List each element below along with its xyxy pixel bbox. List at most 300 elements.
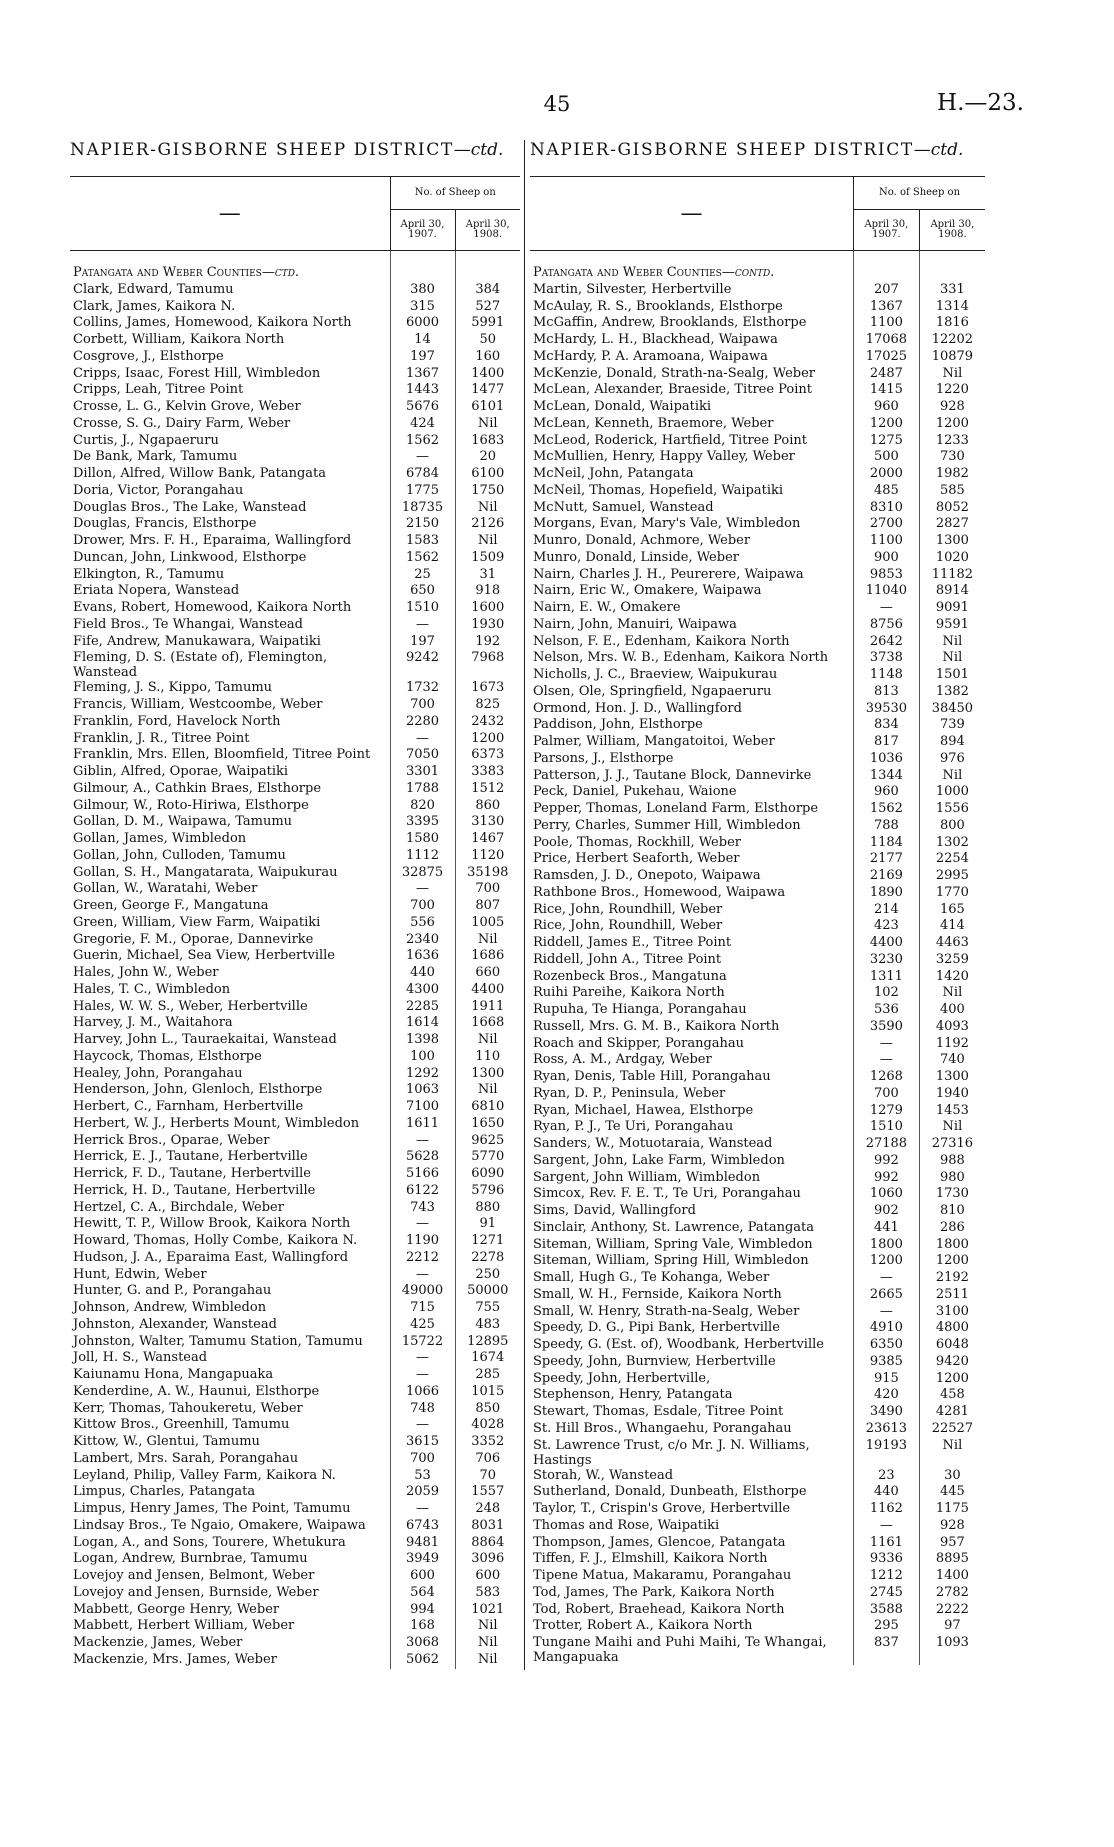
sheep-1907-cell: 6122 [390, 1183, 455, 1200]
table-row [70, 1618, 520, 1635]
table-row [530, 818, 985, 835]
sheep-1908-cell: Nil [942, 767, 963, 783]
sheep-1908-cell: 583 [475, 1584, 501, 1600]
owner-name-cell: Simcox, Rev. F. E. T., Te Uri, Porangahau [533, 1186, 801, 1202]
year-1908-header: April 30, 1908. [919, 210, 985, 251]
sheep-1907-cell: 23 [854, 1468, 920, 1485]
sheep-1908-cell: 1816 [935, 315, 969, 331]
sheep-1907-cell: 102 [854, 985, 920, 1002]
table-row [70, 1250, 520, 1267]
sheep-1908-cell: 928 [939, 399, 965, 414]
table-row [530, 918, 985, 935]
table-row [70, 299, 520, 316]
table-row [70, 550, 520, 567]
table-row [70, 366, 520, 383]
table-row [70, 449, 520, 466]
sheep-1907-cell: 17068 [854, 332, 920, 349]
owner-name-cell: Rupuha, Te Hianga, Porangahau [533, 1002, 747, 1017]
page-reference: H.—23. [937, 90, 1024, 116]
sheep-1908-cell: 4093 [935, 1018, 969, 1034]
sheep-1908-cell: 1015 [471, 1383, 505, 1399]
sheep-1908-cell: 1175 [935, 1501, 969, 1516]
sheep-1908-cell: 458 [939, 1387, 965, 1403]
owner-name-cell: Tungane Maihi and Puhi Maihi, Te Whangai, Mangapuaka [533, 1635, 827, 1665]
owner-name-cell: McAulay, R. S., Brooklands, Elsthorpe [533, 298, 783, 314]
table-row [70, 1551, 520, 1568]
sheep-1908-cell: 1400 [935, 1568, 969, 1583]
section-heading: Patangata and Weber Counties—ctd. [73, 265, 300, 280]
sheep-1907-cell: 1100 [854, 533, 920, 550]
sheep-1907-cell: 992 [854, 1170, 920, 1187]
owner-name-cell: Ryan, P. J., Te Uri, Porangahau [533, 1119, 734, 1135]
owner-name-cell: Mabbett, Herbert William, Weber [73, 1618, 295, 1634]
sheep-1908-cell: 1220 [935, 382, 969, 398]
table-row [70, 1384, 520, 1401]
table-row [530, 332, 985, 349]
owner-name-cell: Herrick, H. D., Tautane, Herbertville [73, 1182, 316, 1198]
table-row [70, 1568, 520, 1585]
sheep-1907-cell: 2059 [390, 1484, 455, 1501]
table-row [70, 1535, 520, 1552]
sheep-1908-cell: 5991 [471, 315, 505, 331]
sheep-1907-cell: 2000 [854, 466, 920, 483]
owner-name-cell: Hales, John W., Weber [73, 965, 219, 980]
sheep-1908-cell: 1300 [935, 1069, 969, 1084]
sheep-1907-cell: 100 [390, 1049, 455, 1066]
table-row [70, 1635, 520, 1652]
sheep-1907-cell: 485 [854, 483, 920, 500]
owner-name-cell: Mabbett, George Henry, Weber [73, 1601, 280, 1617]
owner-name-cell: Fleming, J. S., Kippo, Tamumu [73, 680, 273, 696]
table-row [70, 1099, 520, 1116]
sheep-1907-cell: 197 [390, 634, 455, 651]
sheep-1908-cell: 38450 [931, 700, 974, 716]
sheep-1907-cell: 700 [390, 697, 455, 714]
sheep-1908-cell: 3130 [471, 814, 505, 830]
sheep-1907-cell: 1443 [390, 382, 455, 399]
table-row [530, 1103, 985, 1120]
owner-name-cell: Tipene Matua, Makaramu, Porangahau [533, 1568, 792, 1583]
owner-name-cell: Siteman, William, Spring Hill, Wimbledon [533, 1253, 809, 1269]
table-row [70, 567, 520, 584]
table-row [70, 416, 520, 433]
table-row [70, 1216, 520, 1233]
sheep-1908-cell: 9091 [935, 600, 969, 615]
sheep-1908-cell: 1420 [935, 968, 969, 984]
table-row [530, 1119, 985, 1136]
sheep-1907-cell: — [854, 1518, 920, 1535]
table-row [530, 1518, 985, 1535]
sheep-1907-cell: 2487 [854, 366, 920, 383]
sheep-1908-cell: 1668 [471, 1015, 505, 1031]
owner-name-cell: Sims, David, Wallingford [533, 1203, 696, 1218]
sheep-1908-cell: 22527 [931, 1420, 974, 1436]
owner-name-cell: Kaiunamu Hona, Mangapuaka [73, 1367, 274, 1382]
table-row [70, 650, 520, 680]
table-row [530, 466, 985, 483]
sheep-1907-cell: — [854, 1052, 920, 1069]
table-row [530, 366, 985, 383]
table-row [530, 1287, 985, 1304]
sheep-1908-cell: 1200 [935, 1370, 969, 1386]
table-row [70, 433, 520, 450]
table-row [70, 1484, 520, 1501]
table-row [530, 1304, 985, 1321]
table-row [70, 1652, 520, 1669]
table-row [530, 399, 985, 416]
sheep-1907-cell: — [390, 1216, 455, 1233]
sheep-1907-cell: 600 [390, 1568, 455, 1585]
sheep-1907-cell: 743 [390, 1200, 455, 1217]
sheep-1908-cell: 1673 [471, 680, 505, 696]
owner-name-cell: Collins, James, Homewood, Kaikora North [73, 315, 352, 331]
sheep-1908-cell: 110 [475, 1048, 501, 1064]
owner-name-cell: Riddell, John A., Titree Point [533, 951, 722, 967]
sheep-1907-cell: 556 [390, 915, 455, 932]
sheep-1908-cell: 6373 [471, 747, 505, 763]
owner-name-cell: Green, William, View Farm, Waipatiki [73, 914, 321, 930]
sheep-1907-cell: 207 [854, 282, 920, 299]
sheep-1908-cell: 800 [939, 817, 965, 833]
table-row [530, 1404, 985, 1421]
sheep-1908-cell: 10879 [931, 348, 974, 364]
sheep-1907-cell: 423 [854, 918, 920, 935]
year-1908-header: April 30, 1908. [455, 210, 520, 251]
table-row [530, 1220, 985, 1237]
sheep-1908-cell: 8895 [935, 1551, 969, 1567]
sheep-1908-cell: 1683 [471, 432, 505, 448]
owner-name-cell: Gollan, James, Wimbledon [73, 831, 247, 846]
table-row [530, 1371, 985, 1388]
sheep-1907-cell: 3068 [390, 1635, 455, 1652]
sheep-1907-cell: 5676 [390, 399, 455, 416]
sheep-1908-cell: 807 [475, 898, 501, 913]
table-row [70, 1602, 520, 1619]
sheep-1907-cell: 2642 [854, 634, 920, 651]
table-row [70, 680, 520, 697]
sheep-1908-cell: 2254 [935, 851, 969, 867]
table-row [70, 1183, 520, 1200]
owner-name-cell: Patterson, J. J., Tautane Block, Dannevirke [533, 767, 812, 783]
sheep-1908-cell: 1650 [471, 1115, 505, 1131]
owner-name-cell: Cripps, Isaac, Forest Hill, Wimbledon [73, 365, 321, 381]
sheep-1907-cell: 27188 [854, 1136, 920, 1153]
sheep-1907-cell: 1275 [854, 433, 920, 450]
owner-name-cell: Thomas and Rose, Waipatiki [533, 1517, 720, 1533]
owner-name-cell: Herbert, W. J., Herberts Mount, Wimbledon [73, 1115, 360, 1131]
table-row [530, 349, 985, 366]
sheep-1908-cell: 3100 [935, 1303, 969, 1319]
sheep-1907-cell: 9385 [854, 1354, 920, 1371]
owner-name-cell: McNeil, Thomas, Hopefield, Waipatiki [533, 482, 784, 498]
table-row [530, 935, 985, 952]
sheep-1908-cell: 1200 [471, 730, 505, 746]
sheep-1908-cell: 755 [475, 1300, 501, 1315]
sheep-1908-cell: Nil [942, 650, 963, 666]
sheep-1908-cell: 700 [475, 881, 501, 897]
sheep-1907-cell: 700 [390, 1451, 455, 1468]
sheep-1907-cell: 1580 [390, 831, 455, 848]
table-row [70, 1350, 520, 1367]
sheep-1908-cell: 2432 [471, 713, 505, 729]
sheep-1907-cell: 992 [854, 1153, 920, 1170]
owner-name-cell: Small, Hugh G., Te Kohanga, Weber [533, 1270, 770, 1285]
sheep-1907-cell: 1200 [854, 1253, 920, 1270]
sheep-1908-cell: 2126 [471, 516, 505, 532]
table-row [530, 315, 985, 332]
sheep-1907-cell: 440 [854, 1484, 920, 1501]
owner-name-cell: Douglas, Francis, Elsthorpe [73, 516, 257, 532]
owner-name-cell: Herbert, C., Farnham, Herbertville [73, 1099, 304, 1114]
sheep-1908-cell: 1982 [935, 466, 969, 481]
sheep-1907-cell: 295 [854, 1618, 920, 1635]
owner-name-cell: Gollan, S. H., Mangatarata, Waipukurau [73, 864, 338, 880]
sheep-1907-cell: 1510 [854, 1119, 920, 1136]
sheep-1907-cell: 1200 [854, 416, 920, 433]
table-row [530, 985, 985, 1002]
sheep-1907-cell: 748 [390, 1401, 455, 1418]
sheep-1908-cell: 8031 [471, 1517, 505, 1533]
owner-name-cell: St. Lawrence Trust, c/o Mr. J. N. Williams, Hastings [533, 1437, 810, 1468]
sheep-1907-cell: 1775 [390, 483, 455, 500]
sheep-1908-cell: 1911 [471, 998, 505, 1014]
table-row [70, 764, 520, 781]
sheep-1908-cell: 1233 [935, 432, 969, 448]
table-row [530, 650, 985, 667]
sheep-1908-cell: 660 [475, 965, 501, 980]
table-row [70, 1200, 520, 1217]
sheep-1908-cell: 2827 [935, 516, 969, 532]
sheep-1907-cell: 915 [854, 1371, 920, 1388]
owner-name-cell: Logan, A., and Sons, Tourere, Whetukura [73, 1534, 346, 1550]
owner-name-cell: Hunt, Edwin, Weber [73, 1266, 207, 1282]
owner-name-cell: Ruihi Pareihe, Kaikora North [533, 985, 725, 1001]
table-row [70, 915, 520, 932]
owner-name-cell: Hunter, G. and P., Porangahau [73, 1283, 272, 1299]
sheep-1908-cell: 6101 [471, 399, 505, 414]
table-row [70, 1468, 520, 1485]
owner-name-cell: Hertzel, C. A., Birchdale, Weber [73, 1199, 284, 1215]
owner-name-cell: Nairn, Charles J. H., Peurerere, Waipawa [533, 566, 804, 582]
sheep-1908-cell: 1467 [471, 831, 505, 846]
owner-name-cell: Storah, W., Wanstead [533, 1467, 674, 1483]
sheep-1908-cell: Nil [477, 1635, 498, 1650]
sheep-1907-cell: 9242 [390, 650, 455, 680]
table-row [530, 1186, 985, 1203]
table-row [530, 1320, 985, 1337]
owner-name-cell: Perry, Charles, Summer Hill, Wimbledon [533, 817, 801, 833]
sheep-1908-cell: 988 [939, 1152, 965, 1168]
sheep-1908-cell: 3096 [471, 1551, 505, 1567]
sheep-1908-cell: 3383 [471, 764, 505, 779]
table-row [530, 433, 985, 450]
sheep-1908-cell: 9591 [935, 616, 969, 632]
sheep-1907-cell: 3301 [390, 764, 455, 781]
table-row [530, 1069, 985, 1086]
sheep-1908-cell: 5796 [471, 1182, 505, 1198]
owner-name-cell: Lindsay Bros., Te Ngaio, Omakere, Waipawa [73, 1517, 366, 1533]
owner-name-cell: Nairn, Eric W., Omakere, Waipawa [533, 583, 762, 599]
table-row [530, 1568, 985, 1585]
sheep-1907-cell: 4400 [854, 935, 920, 952]
sheep-1908-cell: 2192 [935, 1270, 969, 1285]
left-column [70, 140, 520, 1669]
table-row [70, 382, 520, 399]
sheep-1908-cell: Nil [942, 365, 963, 381]
sheep-1908-cell: 12895 [467, 1333, 509, 1349]
owner-name-cell: Rozenbeck Bros., Mangatuna [533, 968, 727, 984]
table-row [530, 885, 985, 902]
table-row [70, 1334, 520, 1351]
sheep-1907-cell: 2212 [390, 1250, 455, 1267]
sheep-1907-cell: 1583 [390, 533, 455, 550]
owner-name-cell: Tiffen, F. J., Elmshill, Kaikora North [533, 1551, 768, 1567]
sheep-1908-cell: 248 [475, 1501, 501, 1516]
sheep-1907-cell: 700 [854, 1086, 920, 1103]
owner-name-cell: Roach and Skipper, Porangahau [533, 1035, 745, 1051]
sheep-1908-cell: 1005 [471, 914, 505, 930]
table-row [530, 1337, 985, 1354]
table-row [70, 1032, 520, 1049]
sheep-1907-cell: 18735 [390, 500, 455, 517]
sheep-1908-cell: 894 [939, 734, 965, 749]
sheep-1908-cell: 3352 [471, 1434, 505, 1449]
sheep-1908-cell: 1192 [935, 1035, 969, 1051]
sheep-1908-cell: 918 [475, 583, 501, 599]
owner-name-cell: Crosse, S. G., Dairy Farm, Weber [73, 415, 291, 431]
sheep-1907-cell: 788 [854, 818, 920, 835]
table-row [530, 1602, 985, 1619]
owner-name-cell: Joll, H. S., Wanstead [73, 1350, 208, 1366]
sheep-1908-cell: 1300 [471, 1065, 505, 1081]
owner-name-cell: Morgans, Evan, Mary's Vale, Wimbledon [533, 516, 801, 532]
owner-name-cell: Tod, Robert, Braehead, Kaikora North [533, 1601, 785, 1617]
table-row [530, 1253, 985, 1270]
owner-name-cell: Riddell, James E., Titree Point [533, 935, 732, 950]
sheep-1908-cell: 928 [939, 1517, 965, 1533]
owner-name-cell: Russell, Mrs. G. M. B., Kaikora North [533, 1018, 780, 1034]
owner-name-cell: Francis, William, Westcoombe, Weber [73, 697, 323, 712]
sheep-1908-cell: 20 [479, 449, 497, 465]
owner-name-cell: McNutt, Samuel, Wanstead [533, 499, 714, 515]
sheep-1907-cell: 197 [390, 349, 455, 366]
table-row [70, 881, 520, 898]
owner-name-cell: Rice, John, Roundhill, Weber [533, 901, 723, 917]
sheep-1908-cell: 331 [939, 281, 965, 297]
owner-name-cell: Mackenzie, Mrs. James, Weber [73, 1651, 277, 1667]
sheep-1907-cell: 3588 [854, 1602, 920, 1619]
owner-name-cell: Gollan, W., Waratahi, Weber [73, 881, 258, 897]
sheep-1908-cell: 4463 [935, 935, 969, 950]
table-row [70, 332, 520, 349]
sheep-1908-cell: 1300 [935, 533, 969, 548]
owner-name-cell: Kerr, Thomas, Tahoukeretu, Weber [73, 1400, 303, 1416]
sheep-1907-cell: 49000 [390, 1283, 455, 1300]
sheep-1908-cell: 2511 [935, 1286, 969, 1302]
owner-name-cell: Mackenzie, James, Weber [73, 1635, 243, 1650]
sheep-1907-cell: 5062 [390, 1652, 455, 1669]
sheep-1908-cell: 160 [475, 348, 501, 364]
left-sheep-table [70, 176, 520, 1669]
sheep-count-group-header: No. of Sheep on [390, 177, 520, 210]
table-row [530, 868, 985, 885]
sheep-1908-cell: 384 [475, 281, 501, 297]
sheep-1908-cell: 1556 [935, 801, 969, 816]
sheep-1907-cell: 1800 [854, 1237, 920, 1254]
owner-name-cell: Gollan, John, Culloden, Tamumu [73, 847, 286, 863]
sheep-1907-cell: 1636 [390, 948, 455, 965]
owner-name-cell: Logan, Andrew, Burnbrae, Tamumu [73, 1551, 308, 1567]
sheep-1908-cell: 1477 [471, 382, 505, 398]
table-row [70, 1317, 520, 1334]
sheep-1907-cell: 2177 [854, 851, 920, 868]
owner-name-cell: Stewart, Thomas, Esdale, Titree Point [533, 1404, 784, 1419]
table-row [70, 483, 520, 500]
table-row [70, 1434, 520, 1451]
sheep-1908-cell: 1093 [935, 1635, 969, 1650]
sheep-1908-cell: 1686 [471, 948, 505, 964]
sheep-1908-cell: 35198 [467, 864, 509, 880]
sheep-1907-cell: — [390, 1417, 455, 1434]
table-row [530, 969, 985, 986]
sheep-1907-cell: 1100 [854, 315, 920, 332]
sheep-1908-cell: 1600 [471, 600, 505, 615]
sheep-1907-cell: 2745 [854, 1585, 920, 1602]
sheep-1908-cell: 2995 [935, 868, 969, 883]
table-row [530, 1136, 985, 1153]
sheep-1908-cell: 483 [475, 1316, 501, 1332]
table-row [70, 731, 520, 748]
owner-name-cell: Fife, Andrew, Manukawara, Waipatiki [73, 633, 321, 649]
table-row [530, 449, 985, 466]
owner-name-cell: Munro, Donald, Achmore, Weber [533, 533, 751, 548]
sheep-1908-cell: 6810 [471, 1099, 505, 1114]
table-row [70, 1066, 520, 1083]
sheep-1908-cell: 4028 [471, 1417, 505, 1433]
sheep-1907-cell: — [390, 449, 455, 466]
owner-name-cell: Sargent, John William, Wimbledon [533, 1169, 761, 1185]
sheep-1907-cell: 1367 [390, 366, 455, 383]
sheep-1907-cell: — [390, 1267, 455, 1284]
sheep-1907-cell: 1063 [390, 1082, 455, 1099]
sheep-1907-cell: 837 [854, 1635, 920, 1665]
sheep-1907-cell: 9481 [390, 1535, 455, 1552]
sheep-1907-cell: 23613 [854, 1421, 920, 1438]
sheep-1908-cell: 1750 [471, 482, 505, 498]
owner-name-cell: Johnston, Walter, Tamumu Station, Tamumu [73, 1333, 363, 1349]
right-column-title: NAPIER-GISBORNE SHEEP DISTRICT—ctd. [530, 140, 964, 160]
sheep-1908-cell: Nil [942, 1119, 963, 1135]
sheep-1907-cell: 1367 [854, 299, 920, 316]
owner-name-cell: Clark, James, Kaikora N. [73, 298, 236, 314]
sheep-1908-cell: 6090 [471, 1166, 505, 1181]
owner-name-cell: Field Bros., Te Whangai, Wanstead [73, 616, 304, 632]
sheep-1908-cell: 1400 [471, 365, 505, 381]
sheep-1907-cell: 425 [390, 1317, 455, 1334]
sheep-1908-cell: 1770 [935, 884, 969, 900]
table-row [70, 349, 520, 366]
table-row [70, 1300, 520, 1317]
table-row [530, 1019, 985, 1036]
sheep-1908-cell: 850 [475, 1400, 501, 1416]
owner-name-cell: Guerin, Michael, Sea View, Herbertville [73, 948, 335, 964]
table-row [70, 1451, 520, 1468]
right-table-body [530, 251, 985, 1666]
table-row [70, 617, 520, 634]
sheep-1907-cell: 700 [390, 898, 455, 915]
sheep-1907-cell: 6784 [390, 466, 455, 483]
owner-name-cell: Giblin, Alfred, Oporae, Waipatiki [73, 764, 289, 779]
